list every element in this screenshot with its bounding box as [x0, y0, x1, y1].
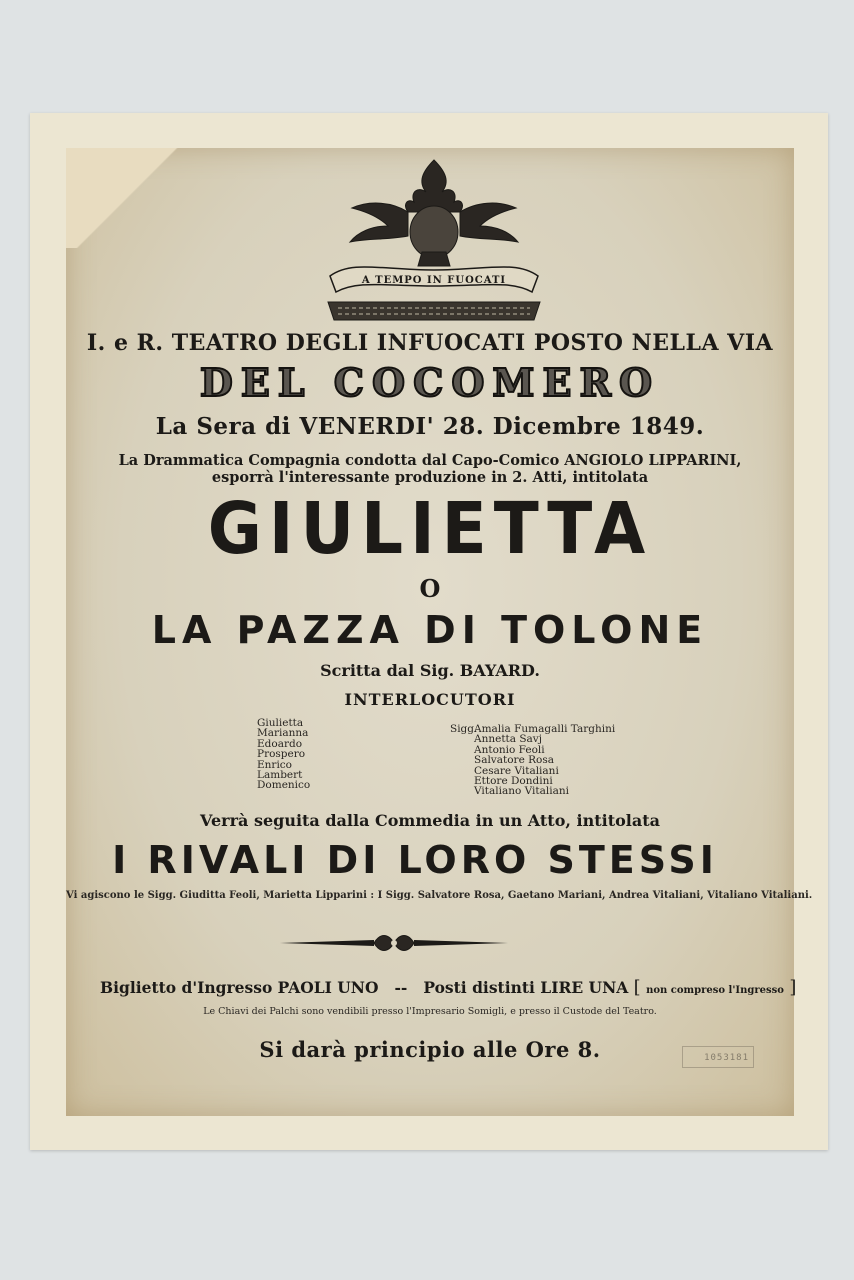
- performance-date: La Sera di VENERDI' 28. Dicembre 1849.: [155, 413, 705, 440]
- sigg-label: Sigg.: [450, 723, 478, 735]
- followed-by-line: Verrà seguita dalla Commedia in un Atto, intitolata: [200, 811, 660, 830]
- company-announcement: La Drammatica Compagnia condotta dal Capo-Comico ANGIOLO LIPPARINI, esporrà l'interessante produzione in 2. Atti, intitolata: [118, 452, 742, 486]
- play-subtitle: LA PAZZA DI TOLONE: [151, 608, 709, 652]
- role-name: Lambert: [257, 769, 303, 782]
- theatre-header: I. e R. TEATRO DEGLI INFUOCATI POSTO NELLA VIA: [86, 330, 774, 356]
- actor-name: Vitaliano Vitaliani: [474, 785, 569, 798]
- ticket-separator: --: [394, 978, 408, 997]
- role-name: Enrico: [257, 758, 293, 771]
- ticket-entry-price: Biglietto d'Ingresso PAOLI UNO: [100, 978, 379, 997]
- role-name: Giulietta: [257, 717, 304, 729]
- play-title: GIULIETTA: [207, 486, 653, 571]
- cast-heading: INTERLOCUTORI: [344, 690, 516, 709]
- ticket-note: non compreso l'Ingresso: [646, 985, 784, 996]
- torn-corner: [66, 148, 186, 248]
- ticket-prices: Biglietto d'Ingresso PAOLI UNO -- Posti distinti LIRE UNA [ non compreso l'Ingresso ]: [100, 977, 797, 998]
- start-time: Si darà principio alle Ore 8.: [259, 1037, 601, 1062]
- role-name: Domenico: [257, 779, 311, 792]
- comedy-performers: Vi agiscono le Sigg. Giuditta Feoli, Marietta Lipparini : I Sigg. Salvatore Rosa, Gaetano Mariani, Andrea Vitaliani, Vitaliano Vitaliani.: [66, 890, 813, 901]
- actor-list: [450, 724, 615, 797]
- author-credit: Scritta dal Sig. BAYARD.: [320, 661, 540, 680]
- role-name: Prospero: [257, 748, 306, 761]
- role-name: Edoardo: [257, 737, 303, 750]
- actor-name: Cesare Vitaliani: [474, 764, 559, 777]
- inventory-stamp: 1053181: [682, 1046, 754, 1068]
- flaming-emblem-icon: [322, 152, 546, 330]
- actor-name: Ettore Dondini: [474, 775, 553, 788]
- ticket-seat-price: Posti distinti LIRE UNA: [423, 978, 629, 997]
- street-name: DEL COCOMERO: [199, 360, 661, 405]
- ornamental-divider-icon: [280, 931, 508, 955]
- role-name: Marianna: [257, 727, 309, 740]
- actor-name: Annetta Savj: [474, 733, 542, 746]
- emblem-motto: A TEMPO IN FUOCATI: [361, 275, 507, 286]
- role-list: [257, 718, 310, 791]
- actor-name: Salvatore Rosa: [474, 754, 554, 767]
- actor-name: Antonio Feoli: [474, 743, 545, 756]
- box-keys-note: Le Chiavi dei Palchi sono vendibili presso l'Impresario Somigli, e presso il Custode del Teatro.: [203, 1006, 657, 1017]
- comedy-title: I RIVALI DI LORO STESSI: [112, 838, 718, 882]
- title-conjunction: O: [419, 574, 441, 603]
- actor-name: Amalia Fumagalli Targhini: [474, 723, 616, 735]
